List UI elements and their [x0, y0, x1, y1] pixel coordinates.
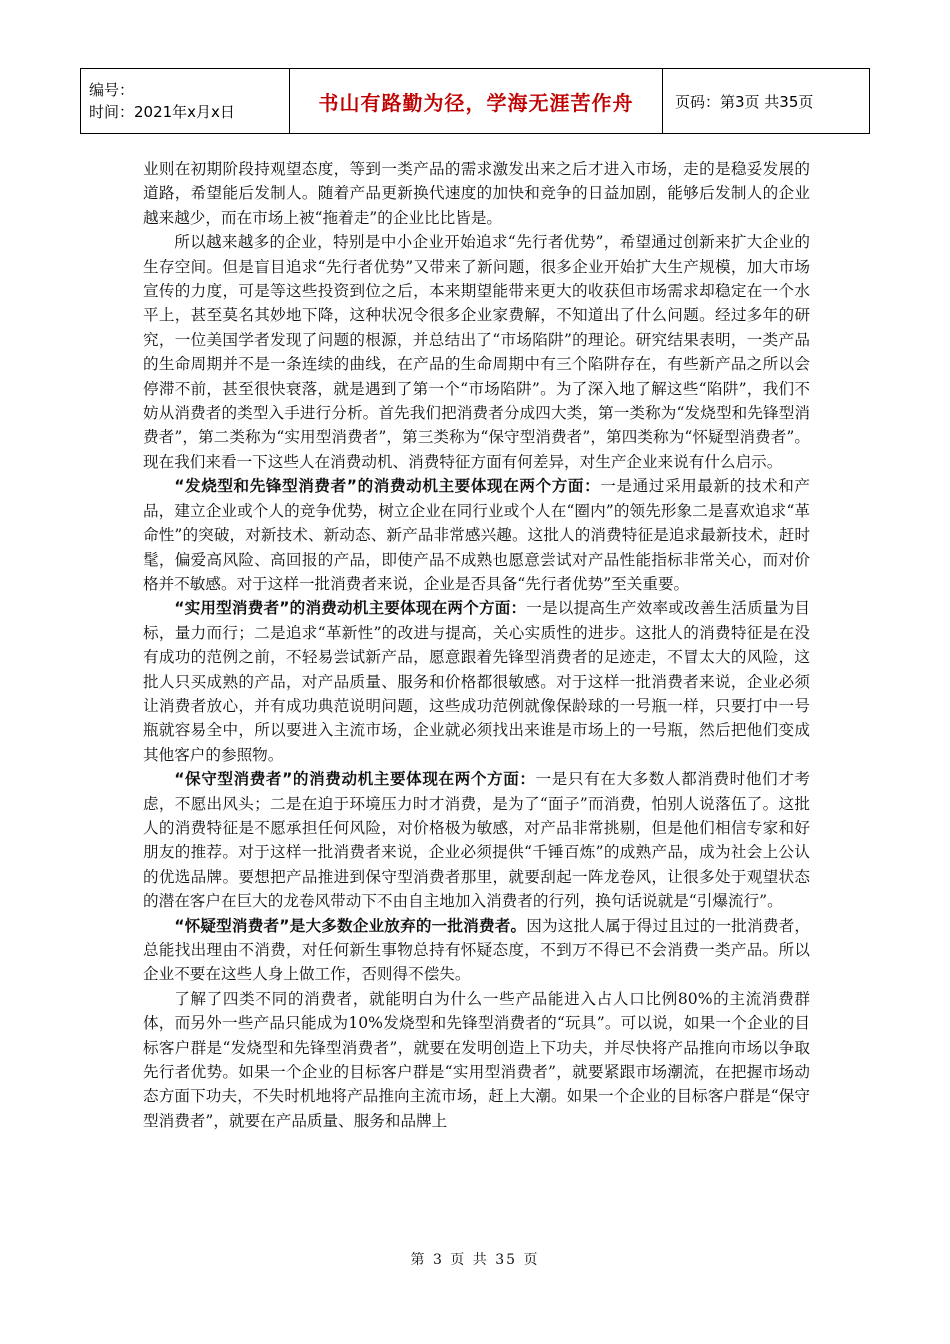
- paragraph-4: [143, 596, 810, 767]
- paragraph-6: [143, 914, 810, 987]
- page-footer: 第 3 页 共 35 页: [410, 1252, 540, 1268]
- paragraph-5: [143, 767, 810, 913]
- paragraph-4-text: 一是以提高生产效率或改善生活质量为目标，量力而行；二是追求“革新性”的改进与提高，关心实质性的进步。这批人的消费特征是在没有成功的范例之前，不轻易尝试新产品，愿意跟着先锋型消费者的足迹走，不冒太大的风险，这批人只买成熟的产品，对产品质量、服务和价格都很敏感。对于这样一批消费者来说，企业必须让消费者放心，并有成功典范说明问题，这些成功范例就像保龄球的一号瓶一样，只要打中一号瓶就容易全中，所以要进入主流市场，企业就必须找出来谁是市场上的一号瓶，然后把他们变成其他客户的参照物。: [143, 599, 810, 764]
- document-number-label: 编号：: [89, 81, 135, 99]
- header-page-info: 页码：第3页 共35页: [663, 69, 870, 134]
- paragraph-6-text: 因为这批人属于得过且过的一批消费者，总能找出理由不消费，对任何新生事物总持有怀疑态度，不到万不得已不会消费一类产品。所以企业不要在这些人身上做工作，否则得不偿失。: [143, 916, 810, 984]
- document-date-label: 时间：2021年x月x日: [89, 103, 235, 121]
- paragraph-5-text: 一是只有在大多数人都消费时他们才考虑，不愿出风头；二是在迫于环境压力时才消费，是为了“面子”而消费，怕别人说落伍了。这批人的消费特征是不愿承担任何风险，对价格极为敏感，对产品非常挑剔，但是他们相信专家和好朋友的推荐。对于这样一批消费者来说，企业必须提供“千锤百炼”的成熟产品，成为社会上公认的优选品牌。要想把产品推进到保守型消费者那里，就要刮起一阵龙卷风，让很多处于观望状态的潜在客户在巨大的龙卷风带动下不由自主地加入消费者的行列，换句话说就是“引爆流行”。: [143, 770, 810, 911]
- paragraph-1: 业则在初期阶段持观望态度，等到一类产品的需求激发出来之后才进入市场，走的是稳妥发展的道路，希望能后发制人。随着产品更新换代速度的加快和竞争的日益加剧，能够后发制人的企业越来越少，而在市场上被“拖着走”的企业比比皆是。: [143, 160, 810, 227]
- header-motto: 书山有路勤为径，学海无涯苦作舟: [290, 69, 663, 134]
- paragraph-2: 所以越来越多的企业，特别是中小企业开始追求“先行者优势”，希望通过创新来扩大企业的生存空间。但是盲目追求“先行者优势”又带来了新问题，很多企业开始扩大生产规模，加大市场宣传的力度，可是等这些投资到位之后，本来期望能带来更大的收获但市场需求却稳定在一个水平上，甚至莫名其妙地下降，这种状况令很多企业家费解，不知道出了什么问题。经过多年的研究，一位美国学者发现了问题的根源，并总结出了“市场陷阱”的理论。研究结果表明，一类产品的生命周期并不是一条连续的曲线，在产品的生命周期中有三个陷阱存在，有些新产品之所以会停滞不前，甚至很快衰落，就是遇到了第一个“市场陷阱”。为了深入地了解这些“陷阱”，我们不妨从消费者的类型入手进行分析。首先我们把消费者分成四大类，第一类称为“发烧型和先锋型消费者”，第二类称为“实用型消费者”，第三类称为“保守型消费者”，第四类称为“怀疑型消费者”。现在我们来看一下这些人在消费动机、消费特征方面有何差异，对生产企业来说有什么启示。: [143, 233, 810, 471]
- paragraph-3: [143, 474, 810, 596]
- paragraph-5-lead: “保守型消费者”的消费动机主要体现在两个方面：: [174, 770, 536, 789]
- paragraph-3-lead: “发烧型和先锋型消费者”的消费动机主要体现在两个方面：: [174, 477, 601, 496]
- page-header: [80, 68, 870, 134]
- document-body: [143, 157, 810, 1133]
- paragraph-6-lead: “怀疑型消费者”是大多数企业放弃的一批消费者。: [174, 916, 527, 935]
- paragraph-7: 了解了四类不同的消费者，就能明白为什么一些产品能进入占人口比例80%的主流消费群体，而另外一些产品只能成为10%发烧型和先锋型消费者的“玩具”。可以说，如果一个企业的目标客户群是“发烧型和先锋型消费者”，就要在发明创造上下功夫，并尽快将产品推向市场以争取先行者优势。如果一个企业的目标客户群是“实用型消费者”，就要紧跟市场潮流，在把握市场动态方面下功夫，不失时机地将产品推向主流市场，赶上大潮。如果一个企业的目标客户群是“保守型消费者”，就要在产品质量、服务和品牌上: [143, 989, 810, 1130]
- paragraph-3-text: 一是通过采用最新的技术和产品，建立企业或个人的竞争优势，树立企业在同行业或个人在“圈内”的领先形象二是喜欢追求“革命性”的突破，对新技术、新动态、新产品非常感兴趣。这批人的消费特征是追求最新技术，赶时髦，偏爱高风险、高回报的产品，即使产品不成熟也愿意尝试对产品性能指标非常关心，而对价格并不敏感。对于这样一批消费者来说，企业是否具备“先行者优势”至关重要。: [143, 477, 810, 593]
- paragraph-4-lead: “实用型消费者”的消费动机主要体现在两个方面：: [174, 599, 527, 618]
- header-meta: [81, 69, 290, 134]
